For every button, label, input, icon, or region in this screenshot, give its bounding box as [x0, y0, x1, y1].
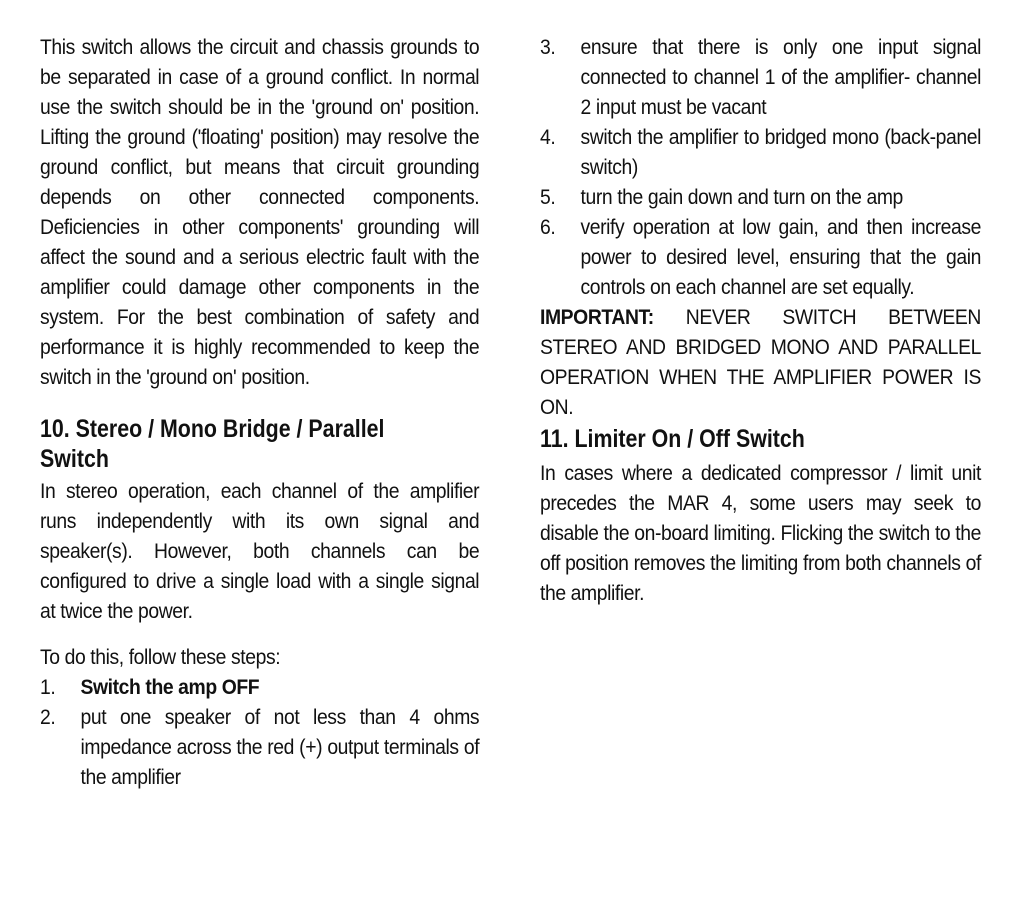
- step-text: verify operation at low gain, and then increase power to desired level, ensuring that the gain controls on each channel are set equally.: [580, 215, 981, 299]
- steps-list-right: [540, 32, 981, 302]
- step-item-5: [540, 182, 981, 212]
- step-number: 1.: [40, 675, 56, 699]
- section-11-body: In cases where a dedicated compressor / limit unit precedes the MAR 4, some users may seek to disable the on-board limiting. Flicking the switch to the off position removes the limiting from both channels of the amplifier.: [540, 461, 981, 605]
- section-10-body: In stereo operation, each channel of the amplifier runs independently with its own signal and speaker(s). However, both channels can be configured to drive a single load with a single signal at twice the power.: [40, 479, 480, 623]
- step-number: 6.: [540, 215, 556, 239]
- section-10-heading: 10. Stereo / Mono Bridge / Parallel Switch: [40, 415, 385, 473]
- step-item-4: [540, 122, 981, 182]
- step-number: 4.: [540, 125, 556, 149]
- step-item-3: [540, 32, 981, 122]
- step-text: put one speaker of not less than 4 ohms impedance across the red (+) output terminals of the amplifier: [80, 705, 480, 789]
- ground-switch-paragraph: This switch allows the circuit and chassis grounds to be separated in case of a ground conflict. In normal use the switch should be in the 'ground on' position. Lifting the ground ('floating' position) may resolve the ground conflict, but means that circuit grounding depends on other connected components. Deficiencies in other components' grounding will affect the sound and a serious electric fault with the amplifier could damage other components in the system. For the best combination of safety and performance it is highly recommended to keep the switch in the 'ground on' position.: [40, 35, 480, 389]
- right-column: [540, 32, 981, 608]
- steps-list-left: [40, 672, 479, 792]
- important-text: NEVER SWITCH BETWEEN STEREO AND BRIDGED MONO AND PARALLEL OPERATION WHEN THE AMPLIFIER POWER IS ON.: [540, 305, 981, 419]
- step-item-6: [540, 212, 981, 302]
- step-text: switch the amplifier to bridged mono (back-panel switch): [580, 125, 981, 179]
- important-label: IMPORTANT:: [540, 305, 654, 329]
- step-number: 2.: [40, 705, 56, 729]
- step-item-1: [40, 672, 479, 702]
- left-column: [40, 32, 479, 792]
- step-number: 3.: [540, 35, 556, 59]
- step-number: 5.: [540, 185, 556, 209]
- step-text: turn the gain down and turn on the amp: [580, 185, 903, 209]
- step-text: Switch the amp OFF: [80, 675, 260, 699]
- step-item-2: [40, 702, 479, 792]
- important-notice: [540, 302, 981, 422]
- section-11-heading: 11. Limiter On / Off Switch: [540, 425, 805, 453]
- step-text: ensure that there is only one input signal connected to channel 1 of the amplifier- channel 2 input must be vacant: [580, 35, 981, 119]
- steps-intro: To do this, follow these steps:: [40, 645, 281, 669]
